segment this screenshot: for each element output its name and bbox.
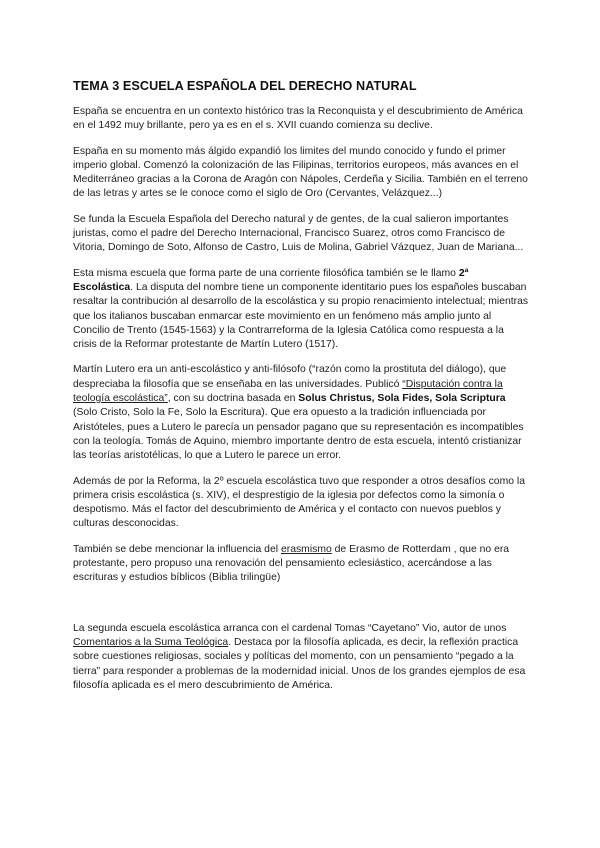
paragraph-context: España se encuentra en un contexto histórico tras la Reconquista y el descubrimiento de América en el 1492 muy brillante, pero ya es en el s. XVII cuando comienza su declive.: [73, 106, 523, 132]
text-run: Martín Lutero era un anti-escolástico y anti-filósofo (“razón como la prostituta del diálogo), que despreciaba la filosofía que se enseñaba en las universidades. Publicó: [73, 364, 507, 390]
paragraph-second-scholastic: [73, 267, 530, 353]
text-run: , con su doctrina basada en: [167, 393, 299, 405]
paragraph-challenges: Además de por la Reforma, la 2º escuela escolástica tuvo que responder a otros desafíos como la primera crisis escolástica (s. XIV), el desprestigio de la iglesia por defectos como la simonía o despotismo. Más el factor del descubrimiento de América y el contacto con nuevos pueblos y culturas desconocidas.: [73, 475, 525, 530]
bold-term-solas: Solus Christus, Sola Fides, Sola Scriptura: [298, 393, 506, 405]
text-run: (Solo Cristo, Solo la Fe, Solo la Escritura). Que era opuesto a la tradición influenciada por Aristóteles, pues a Lutero le parecía un pensador pagano que su representación es incompatibles con la teología. Tomás de Aquino, miembro importante dentro de esta escuela, intentó cristianizar las teorías aristotélicas, lo que a Lutero le parece un error.: [73, 407, 524, 462]
underlined-title-disputacion: “Disputación contra la teología escolástica”: [73, 378, 503, 405]
text-run: Esta misma escuela que forma parte de una corriente filosófica también se le llamo: [73, 267, 459, 279]
text-run: de Erasmo de Rotterdam , que no era protestante, pero propuso una renovación del pensamiento eclesiástico, acercándose a las escrituras y estudios bíblicos (Biblia trilingüe): [73, 543, 510, 584]
underlined-term-erasmismo: erasmismo: [280, 543, 332, 555]
text-run: La segunda escuela escolástica arranca con el cardenal Tomas “Cayetano” Vio, autor de unos: [73, 622, 507, 634]
bold-term-escolastica: 2ª Escolástica: [73, 267, 469, 293]
paragraph-luther: [73, 363, 530, 463]
paragraph-empire: España en su momento más álgido expandió los limites del mundo conocido y fundo el primer imperio global. Comenzó la colonización de las Filipinas, territorios europeos, más avances en el Mediterráneo gracias a la Corona de Aragón con Nápoles, Cerdeña y Sicilia. También en el terreno de las letras y artes se le conoce como el siglo de Oro (Cervantes, Velázquez...): [73, 145, 528, 200]
paragraph-school-founding: Se funda la Escuela Española del Derecho natural y de gentes, de la cual salieron importantes juristas, como el padre del Derecho Internacional, Francisco Suarez, otros como Francisco de Vitoria, Domingo de Soto, Alfonso de Castro, Luis de Molina, Gabriel Vázquez, Juan de Mariana...: [73, 213, 524, 254]
text-run: . La disputa del nombre tiene un componente identitario pues los españoles buscaban resaltar la contribución al desarrollo de la escolástica y su propio renacimiento intelectual; mientras que los italianos buscaban enmarcar este movimiento en un fenómeno más amplio junto al Concilio de Trento (1545-1563) y la Contrarreforma de la Iglesia Católica como respuesta a la crisis de la Reformar protestante de Martín Lutero (1517).: [73, 281, 529, 351]
text-run: . Destaca por la filosofía aplicada, es decir, la reflexión practica sobre cuestiones religiosas, sociales y políticas del momento, con un pensamiento “pegado a la tierra” para responder a problemas de la modernidad inicial. Unos de los grandes ejemplos de esa filosofía aplicada es el mero descubrimiento de América.: [73, 636, 526, 691]
paragraph-cayetano: [73, 622, 530, 693]
text-run: También se debe mencionar la influencia del: [73, 543, 281, 555]
paragraph-erasmism: [73, 543, 530, 586]
underlined-title-comentarios: Comentarios a la Suma Teológica: [73, 636, 229, 648]
document-title: TEMA 3 ESCUELA ESPAÑOLA DEL DERECHO NATURAL: [73, 79, 417, 93]
